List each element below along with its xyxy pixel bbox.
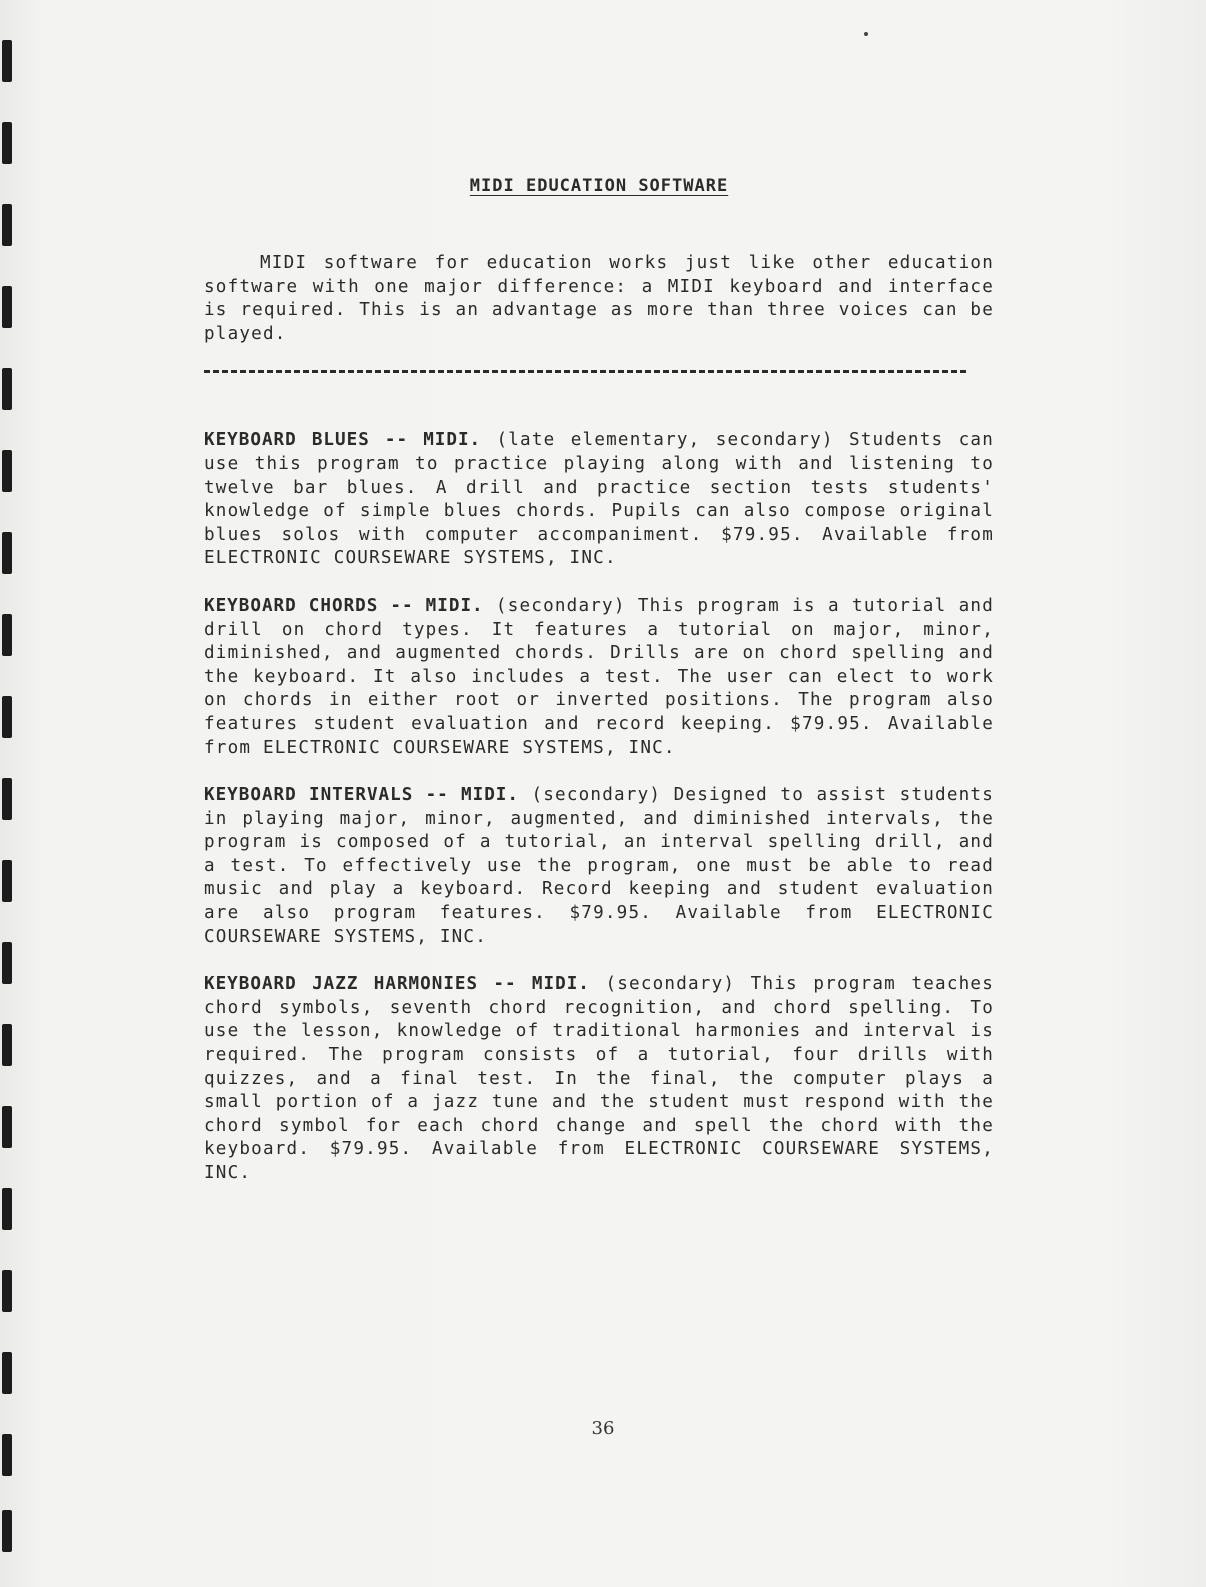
entry-body: (secondary) Designed to assist students in playing major, minor, augmented, and diminished intervals, the program is composed of a tutorial, an interval spelling drill, and a test. To effectively use the program, one must be able to read music and play a keyboard. Record keeping and student evaluation are also program features. $79.95. Available from ELECTRONIC COURSEWARE SYSTEMS, INC. (204, 785, 995, 947)
binding-hole-mark (2, 942, 12, 984)
binding-hole-mark (2, 1024, 12, 1066)
binding-hole-mark (2, 368, 12, 410)
dashed-divider (204, 370, 966, 373)
entry-keyboard-blues (204, 429, 994, 571)
binding-hole-mark (2, 614, 12, 656)
page-title-text: MIDI EDUCATION SOFTWARE (469, 176, 729, 196)
entry-title: KEYBOARD JAZZ HARMONIES -- MIDI. (204, 974, 590, 995)
entry-keyboard-jazz-harmonies (204, 973, 994, 1185)
entry-title: KEYBOARD INTERVALS -- MIDI. (204, 785, 519, 806)
entry-body: (secondary) This program teaches chord symbols, seventh chord recognition, and chord spelling. To use the lesson, knowledge of traditional harmonies and interval is required. The program consists of a tutorial, four drills with quizzes, and a final test. In the final, the computer plays a small portion of a jazz tune and the student must respond with the chord symbol for each chord change and spell the chord with the keyboard. $79.95. Available from ELECTRONIC COURSEWARE SYSTEMS, INC. (204, 974, 994, 1183)
paper-speck (864, 32, 868, 36)
page-title (204, 176, 994, 196)
page-content (204, 170, 994, 1186)
entry-body: (late elementary, secondary) Students can use this program to practice playing along with and listening to twelve bar blues. A drill and practice section tests students' knowledge of simple blues chords. Pupils can also compose original blues solos with computer accompaniment. $79.95. Available from ELECTRONIC COURSEWARE SYSTEMS, INC. (204, 430, 994, 569)
entry-title: KEYBOARD BLUES -- MIDI. (204, 430, 482, 451)
binding-hole-mark (2, 1434, 12, 1476)
binding-hole-mark (2, 1352, 12, 1394)
binding-hole-mark (2, 450, 12, 492)
binding-hole-mark (2, 778, 12, 820)
binding-hole-mark (2, 122, 12, 164)
binding-hole-mark (2, 1270, 12, 1312)
intro-paragraph: MIDI software for education works just like other education software with one major difference: a MIDI keyboard and interface is required. This is an advantage as more than three voices can be played. (204, 253, 994, 344)
entry-body: (secondary) This program is a tutorial and drill on chord types. It features a tutorial on major, minor, diminished, and augmented chords. Drills are on chord spelling and the keyboard. It also includes a test. The user can elect to work on chords in either root or inverted positions. The program also features student evaluation and record keeping. $79.95. Available from ELECTRONIC COURSEWARE SYSTEMS, INC. (204, 595, 995, 758)
binding-hole-mark (2, 204, 12, 246)
entry-keyboard-chords (204, 595, 994, 760)
page-number: 36 (591, 1418, 615, 1439)
binding-hole-mark (2, 696, 12, 738)
binding-hole-mark (2, 1106, 12, 1148)
binding-hole-mark (2, 40, 12, 82)
entry-keyboard-intervals (204, 784, 994, 949)
entry-title: KEYBOARD CHORDS -- MIDI. (204, 595, 484, 616)
binding-hole-mark (2, 532, 12, 574)
binding-hole-mark (2, 286, 12, 328)
binding-hole-mark (2, 1510, 12, 1552)
binding-hole-mark (2, 1188, 12, 1230)
binding-hole-mark (2, 860, 12, 902)
